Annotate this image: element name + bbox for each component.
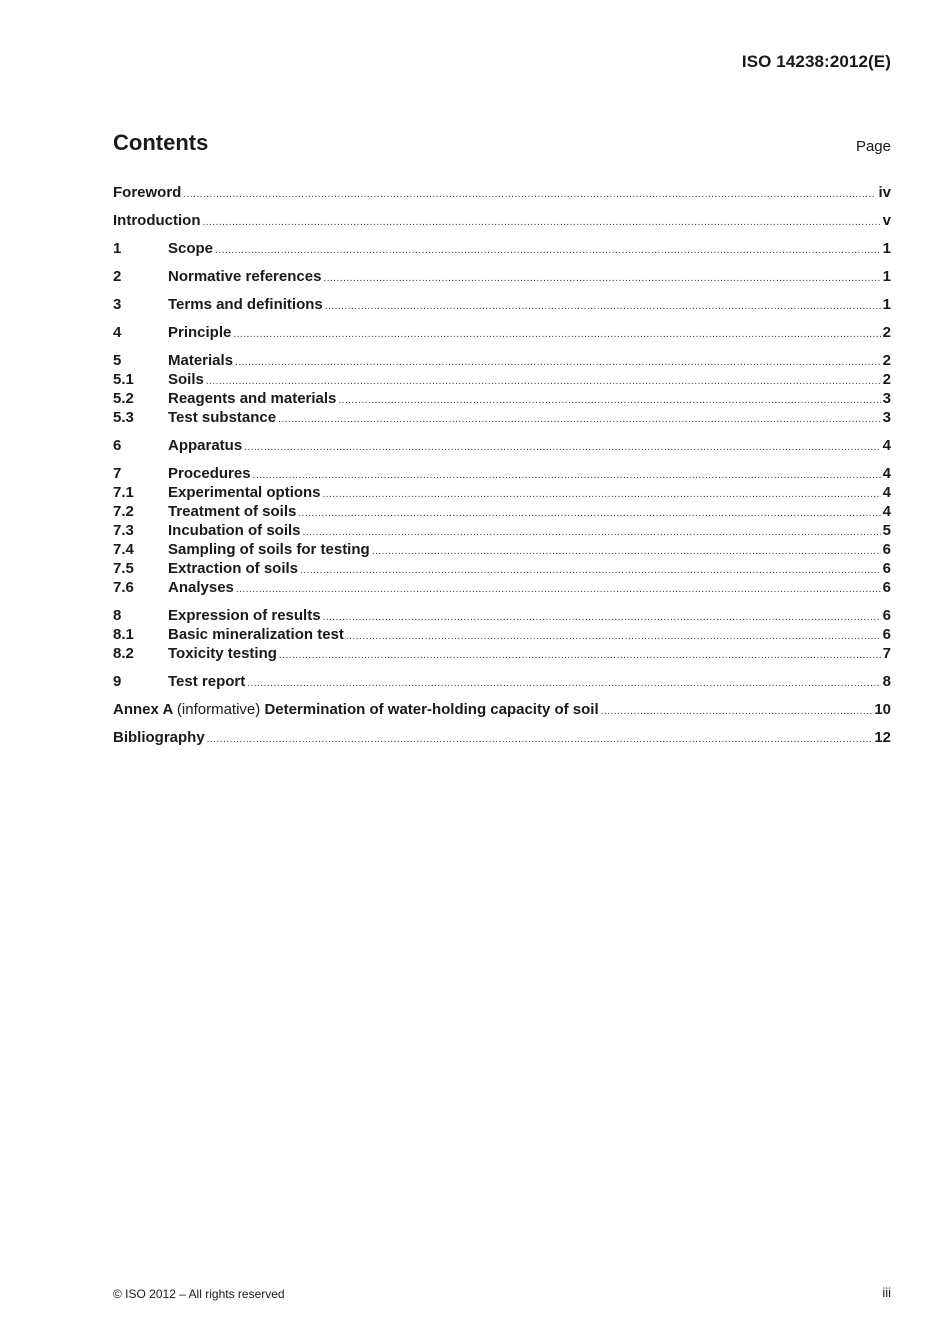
toc-entry-page: 1 xyxy=(882,296,891,313)
toc-entry-page: 10 xyxy=(874,701,891,718)
dot-leader xyxy=(325,297,881,316)
toc-entry-page: 4 xyxy=(882,503,891,520)
toc-entry-number: 1 xyxy=(113,240,122,257)
toc-entry-number: 8.1 xyxy=(113,626,134,643)
toc-entry-title: Experimental options xyxy=(168,484,321,501)
annex-label: Annex A xyxy=(113,701,173,718)
toc-entry-title: Principle xyxy=(168,324,232,341)
toc-entry-number: 7.4 xyxy=(113,541,134,558)
toc-entry-title: Foreword xyxy=(113,184,182,201)
toc-entry-title: Apparatus xyxy=(168,437,243,454)
dot-leader xyxy=(215,241,881,260)
toc-entry-foreword[interactable] xyxy=(113,183,891,202)
toc-entry-page: 6 xyxy=(882,560,891,577)
dot-leader xyxy=(323,485,881,504)
toc-entry-number: 2 xyxy=(113,268,122,285)
dot-leader xyxy=(346,627,881,646)
toc-entry-introduction[interactable] xyxy=(113,211,891,230)
toc-entry-number: 7.6 xyxy=(113,579,134,596)
toc-entry-title: Scope xyxy=(168,240,214,257)
toc-entry-page: 12 xyxy=(874,729,891,746)
dot-leader xyxy=(372,542,881,561)
toc-entry-page: 5 xyxy=(882,522,891,539)
toc-entry-title: Test substance xyxy=(168,409,277,426)
toc-entry-number: 3 xyxy=(113,296,122,313)
toc-entry-test-substance[interactable] xyxy=(113,408,891,427)
toc-entry-page: 1 xyxy=(882,268,891,285)
toc-entry-page: 4 xyxy=(882,465,891,482)
dot-leader xyxy=(247,674,880,693)
dot-leader xyxy=(253,466,881,485)
toc-entry-normative-references[interactable] xyxy=(113,267,891,286)
page-column-label: Page xyxy=(855,138,891,155)
toc-entry-experimental-options[interactable] xyxy=(113,483,891,502)
toc-entry-title: Test report xyxy=(168,673,246,690)
toc-entry-title: Toxicity testing xyxy=(168,645,277,662)
toc-entry-page: 6 xyxy=(882,626,891,643)
toc-entry-title: Introduction xyxy=(113,212,201,229)
dot-leader xyxy=(303,523,881,542)
toc-entry-number: 5.2 xyxy=(113,390,134,407)
toc-entry-number: 8.2 xyxy=(113,645,134,662)
toc-entry-analyses[interactable] xyxy=(113,578,891,597)
toc-entry-annex-a[interactable] xyxy=(113,700,891,719)
toc-entry-number: 5.3 xyxy=(113,409,134,426)
toc-entry-page: 4 xyxy=(882,484,891,501)
toc-entry-title: Basic mineralization test xyxy=(168,626,344,643)
toc-entry-number: 7 xyxy=(113,465,122,482)
toc-entry-incubation-of-soils[interactable] xyxy=(113,521,891,540)
page-number: iii xyxy=(882,1285,891,1300)
toc-entry-number: 4 xyxy=(113,324,122,341)
toc-entry-page: 1 xyxy=(882,240,891,257)
toc-entry-extraction-of-soils[interactable] xyxy=(113,559,891,578)
toc-entry-title: Sampling of soils for testing xyxy=(168,541,370,558)
toc-entry-number: 7.1 xyxy=(113,484,134,501)
dot-leader xyxy=(207,730,873,749)
dot-leader xyxy=(279,646,881,665)
copyright-notice: © ISO 2012 – All rights reserved xyxy=(113,1287,285,1301)
toc-entry-page: 2 xyxy=(882,352,891,369)
dot-leader xyxy=(235,353,881,372)
dot-leader xyxy=(323,269,880,288)
annex-kind: (informative) xyxy=(176,701,261,718)
toc-entry-title: Analyses xyxy=(168,579,234,596)
toc-entry-number: 7.3 xyxy=(113,522,134,539)
toc-entry-principle[interactable] xyxy=(113,323,891,342)
dot-leader xyxy=(202,213,880,232)
toc-entry-sampling-of-soils[interactable] xyxy=(113,540,891,559)
toc-entry-toxicity-testing[interactable] xyxy=(113,644,891,663)
dot-leader xyxy=(338,391,880,410)
toc-entry-page: 3 xyxy=(882,409,891,426)
toc-entry-title: Expression of results xyxy=(168,607,321,624)
toc-entry-number: 5 xyxy=(113,352,122,369)
document-id: ISO 14238:2012(E) xyxy=(741,52,891,71)
toc-entry-page: 2 xyxy=(882,324,891,341)
toc-entry-page: 4 xyxy=(882,437,891,454)
dot-leader xyxy=(300,561,881,580)
toc-entry-test-report[interactable] xyxy=(113,672,891,691)
toc-entry-number: 8 xyxy=(113,607,122,624)
toc-entry-page: iv xyxy=(878,184,891,201)
dot-leader xyxy=(233,325,880,344)
toc-entry-page: 8 xyxy=(882,673,891,690)
toc-entry-title: Materials xyxy=(168,352,234,369)
toc-entry-expression-of-results[interactable] xyxy=(113,606,891,625)
toc-entry-scope[interactable] xyxy=(113,239,891,258)
dot-leader xyxy=(244,438,880,457)
toc-entry-title xyxy=(113,700,599,719)
toc-entry-terms-and-definitions[interactable] xyxy=(113,295,891,314)
toc-entry-page: 7 xyxy=(882,645,891,662)
dot-leader xyxy=(278,410,881,429)
toc-entry-treatment-of-soils[interactable] xyxy=(113,502,891,521)
toc-entry-page: 6 xyxy=(882,541,891,558)
toc-entry-bibliography[interactable] xyxy=(113,728,891,747)
toc-entry-reagents-and-materials[interactable] xyxy=(113,389,891,408)
toc-entry-title: Incubation of soils xyxy=(168,522,301,539)
toc-entry-page: 6 xyxy=(882,579,891,596)
toc-entry-page: 6 xyxy=(882,607,891,624)
toc-entry-procedures[interactable] xyxy=(113,464,891,483)
toc-entry-title: Soils xyxy=(168,371,204,388)
toc-entry-title: Terms and definitions xyxy=(168,296,323,313)
toc-entry-title: Reagents and materials xyxy=(168,390,337,407)
toc-entry-number: 6 xyxy=(113,437,122,454)
dot-leader xyxy=(323,608,881,627)
toc-entry-page: 2 xyxy=(882,371,891,388)
toc-entry-apparatus[interactable] xyxy=(113,436,891,455)
toc-entry-title: Treatment of soils xyxy=(168,503,297,520)
toc-entry-materials[interactable] xyxy=(113,351,891,370)
dot-leader xyxy=(601,702,873,721)
toc-entry-title: Bibliography xyxy=(113,729,205,746)
table-of-contents xyxy=(113,183,891,747)
toc-entry-number: 9 xyxy=(113,673,122,690)
toc-entry-soils[interactable] xyxy=(113,370,891,389)
toc-entry-number: 7.5 xyxy=(113,560,134,577)
toc-entry-page: v xyxy=(882,212,891,229)
toc-entry-basic-mineralization-test[interactable] xyxy=(113,625,891,644)
toc-entry-number: 5.1 xyxy=(113,371,134,388)
dot-leader xyxy=(183,185,876,204)
toc-entry-title: Extraction of soils xyxy=(168,560,299,577)
toc-entry-title: Normative references xyxy=(168,268,322,285)
toc-entry-title: Procedures xyxy=(168,465,251,482)
dot-leader xyxy=(236,580,881,599)
annex-title: Determination of water-holding capacity of soil xyxy=(264,701,599,718)
dot-leader xyxy=(298,504,880,523)
toc-entry-page: 3 xyxy=(882,390,891,407)
contents-title: Contents xyxy=(113,130,209,155)
toc-entry-number: 7.2 xyxy=(113,503,134,520)
